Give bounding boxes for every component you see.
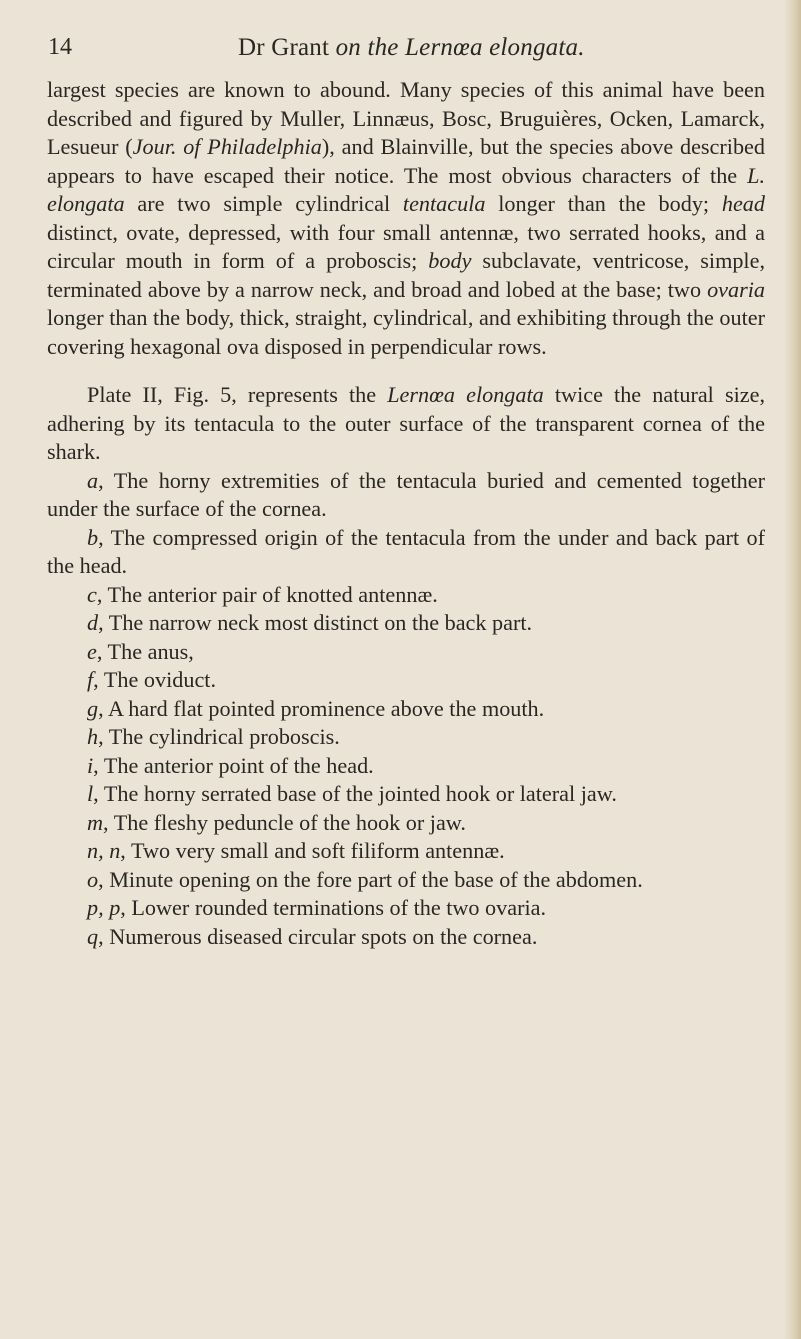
legend-key: o [87,866,99,892]
italic-run: L. elongata [47,162,765,216]
legend-text: , The anterior pair of knotted antennæ. [96,581,438,607]
text-run: twice the natural size, adhering by its tentacula to the outer surface of the transparent cornea of the shark. [47,382,765,464]
legend-item [47,923,765,952]
legend-item [47,695,765,724]
page-edge-shadow [783,0,801,1339]
legend-key: a [87,467,99,493]
italic-run: Jour. of Philadelphia [132,134,322,159]
legend-key: m [87,809,104,835]
legend-key: d [87,610,99,635]
text-run: are two simple cylindrical [124,191,403,216]
text-run: Plate II, Fig. 5, represents the [87,382,388,407]
text-run: longer than the body, thick, straight, cylindrical, and exhibiting through the outer covering hexagonal ova disposed in perpendicular rows. [47,305,765,359]
legend-item [47,866,765,895]
legend-key: h [87,724,99,749]
legend-item [47,467,765,524]
legend-key: b [87,524,99,550]
legend-key: q [87,923,99,949]
italic-run: ovaria [707,276,765,302]
legend-key: e [87,638,97,664]
legend-key: l [87,781,94,806]
legend-key: g [87,695,99,721]
italic-run: body [428,248,472,273]
legend-item [47,752,765,781]
legend-text: , Lower rounded terminations of the two ovaria. [120,895,547,920]
legend-item [47,581,765,610]
legend-item [47,780,765,809]
legend-text: , The oviduct. [93,667,217,692]
running-title [238,34,585,62]
paragraph-description [47,76,765,361]
legend-item [47,638,765,667]
legend-item [47,894,765,923]
legend-key: f [87,667,94,692]
legend-text: , The anus, [96,638,194,664]
legend-item [47,524,765,581]
legend-item [47,609,765,638]
legend-item [47,723,765,752]
text-run: longer than the body; [485,191,722,216]
legend-text: , A hard flat pointed prominence above the mouth. [98,695,545,721]
legend-text: , The fleshy peduncle of the hook or jaw. [103,809,466,835]
legend-key: i [87,752,94,778]
italic-run: tentacula [402,191,486,216]
running-title-author: Dr Grant [238,34,336,61]
page-header [0,28,801,68]
legend-key: n, n [87,838,121,863]
legend-text: , The horny serrated base of the jointed hook or lateral jaw. [93,781,617,806]
legend-text: , The anterior point of the head. [93,752,374,778]
text-run: subclavate, ventricose, simple, terminated above by a narrow neck, and broad and lobed at the base; two [47,248,765,302]
page-number: 14 [48,34,72,60]
legend-item [47,837,765,866]
legend-text: , The cylindrical proboscis. [98,724,340,749]
legend-key: c [87,581,97,607]
text-run: largest species are known to abound. Many species of this animal have been described and figured by Muller, Linnæus, Bosc, Bruguières, Ocken, Lamarck, Lesueur ( [47,77,765,159]
legend-item [47,666,765,695]
text-run: distinct, ovate, depressed, with four small antennæ, two serrated hooks, and a circular mouth in form of a proboscis; [47,219,765,273]
running-title-subject: on the Lernœa elongata. [335,34,585,61]
legend-text: , The narrow neck most distinct on the back part. [98,610,533,635]
legend-text: , The compressed origin of the tentacula from the under and back part of the head. [47,524,765,578]
figure-legend [47,467,765,952]
paragraph-plate-caption [47,381,765,467]
legend-key: p, p [87,895,121,920]
body-text [47,76,765,951]
legend-text: , Two very small and soft filiform antennæ. [120,838,505,863]
legend-item [47,809,765,838]
italic-run: head [721,191,765,216]
italic-run: Lernœa elongata [387,382,544,407]
text-run: ), and Blainville, but the species above described appears to have escaped their notice. The most obvious characters of the [47,134,765,188]
legend-text: , Numerous diseased circular spots on the cornea. [98,923,538,949]
legend-text: , Minute opening on the fore part of the base of the abdomen. [98,866,643,892]
legend-text: , The horny extremities of the tentacula buried and cemented together under the surface of the cornea. [47,467,765,521]
